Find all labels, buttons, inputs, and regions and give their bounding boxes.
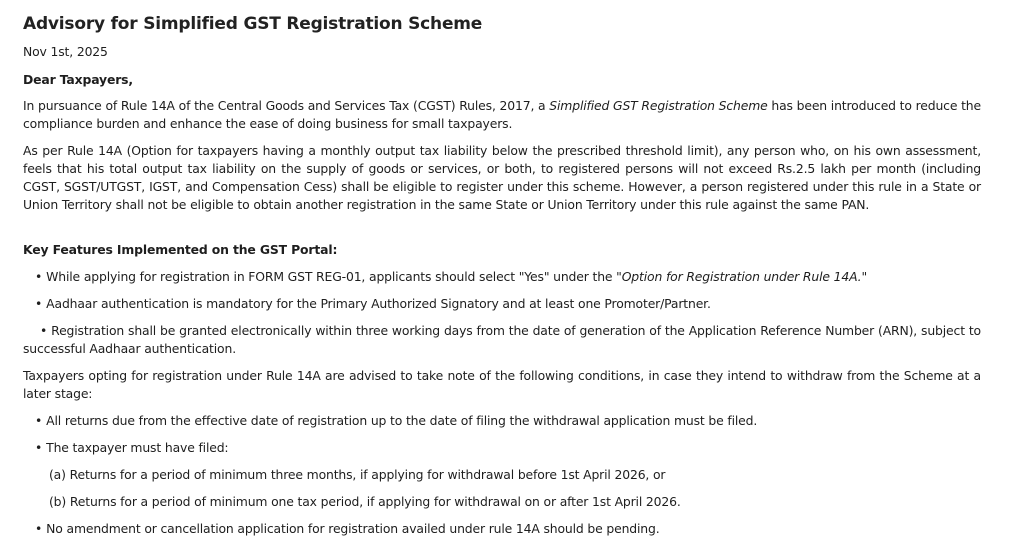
option-label: "Option for Registration under Rule 14A." xyxy=(616,269,867,284)
bullet-icon: • xyxy=(35,269,43,284)
scheme-name: Simplified GST Registration Scheme xyxy=(549,98,768,113)
condition-text: No amendment or cancellation application for registration availed under rule 14A should be pending. xyxy=(46,521,660,536)
withdrawal-condition xyxy=(35,412,981,430)
bullet-icon: • xyxy=(40,323,48,338)
condition-sub-item: (a) Returns for a period of minimum three months, if applying for withdrawal before 1st April 2026, or xyxy=(49,467,666,482)
intro-text-end: has been introduced to reduce the compliance burden and enhance the ease of doing business for small taxpayers. xyxy=(23,98,981,131)
key-feature-text: While applying for registration in FORM GST REG-01, applicants should select "Yes" under the xyxy=(46,269,617,284)
bullet-icon: • xyxy=(35,413,43,428)
key-feature-text: Registration shall be granted electronically within three working days from the date of generation of the Application Reference Number (ARN), subject to successful Aadhaar authentication. xyxy=(23,323,981,356)
key-feature-item xyxy=(35,295,981,313)
key-features-heading: Key Features Implemented on the GST Portal: xyxy=(23,242,338,257)
bullet-icon: • xyxy=(35,440,43,455)
withdrawal-condition xyxy=(35,520,981,538)
bullet-icon: • xyxy=(35,521,43,536)
withdrawal-paragraph: Taxpayers opting for registration under Rule 14A are advised to take note of the following conditions, in case they intend to withdraw from the Scheme at a later stage: xyxy=(23,368,981,401)
key-feature-item xyxy=(35,268,981,286)
advisory-date: Nov 1st, 2025 xyxy=(23,44,108,59)
rule-paragraph: As per Rule 14A (Option for taxpayers having a monthly output tax liability below the prescribed threshold limit), any person who, on his own assessment, feels that his total output tax liability on the supply of goods or services, or both, to registered persons will not exceed Rs.2.5 lakh per month (including CGST, SGST/UTGST, IGST, and Compensation Cess) shall be eligible to register under this scheme. However, a person registered under this rule in a State or Union Territory shall not be eligible to obtain another registration in the same State or Union Territory under this rule against the same PAN. xyxy=(23,143,981,212)
intro-text: In pursuance of Rule 14A of the Central Goods and Services Tax (CGST) Rules, 2017, a xyxy=(23,98,550,113)
advisory-title: Advisory for Simplified GST Registration Scheme xyxy=(23,14,483,34)
key-feature-item xyxy=(23,322,981,358)
bullet-icon: • xyxy=(35,296,43,311)
condition-text: The taxpayer must have filed: xyxy=(46,440,229,455)
condition-text: All returns due from the effective date of registration up to the date of filing the withdrawal application must be filed. xyxy=(46,413,758,428)
greeting: Dear Taxpayers, xyxy=(23,72,133,87)
condition-sub-item: (b) Returns for a period of minimum one tax period, if applying for withdrawal on or after 1st April 2026. xyxy=(49,494,681,509)
intro-paragraph xyxy=(23,97,981,133)
key-feature-text: Aadhaar authentication is mandatory for the Primary Authorized Signatory and at least one Promoter/Partner. xyxy=(46,296,711,311)
withdrawal-condition xyxy=(35,439,981,457)
